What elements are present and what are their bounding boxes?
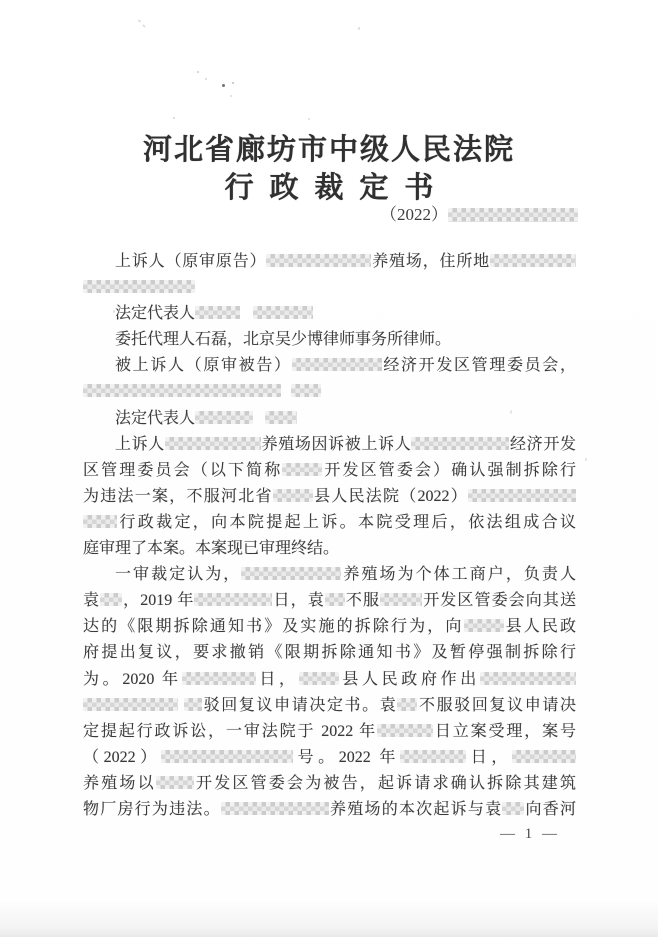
redaction-block: [83, 515, 117, 528]
body-line: [83, 484, 576, 510]
text-segment: 定提起行政诉讼，一审法院于 2022 年: [83, 722, 377, 740]
body-line: [83, 379, 576, 405]
redaction-block: [464, 619, 504, 632]
text-segment: 为违法一案，不服河北省: [83, 487, 273, 505]
spacer: [253, 422, 265, 423]
text-segment: 养殖场的本次起诉与袁: [328, 800, 503, 818]
text-segment: 日立案受理，案号: [432, 722, 576, 740]
redaction-block: [221, 802, 329, 815]
redaction-block: [266, 254, 371, 267]
text-segment: 一审裁定认为，: [115, 566, 242, 584]
body-line: [83, 745, 576, 771]
text-segment: 养殖场，住所地: [371, 253, 490, 270]
text-segment: 县人民政: [503, 618, 576, 636]
page-number: — 1 —: [500, 826, 560, 842]
text-segment: 开发区管委会为被告，起诉请求确认拆除其建筑: [193, 774, 576, 792]
redaction-block: [512, 750, 576, 763]
text-segment: 庭审理了本案。本案现已审理终结。: [83, 540, 340, 558]
scan-speck: [232, 82, 234, 84]
redaction-block: [165, 437, 261, 450]
body-line: [83, 353, 576, 379]
redaction-block: [195, 411, 253, 424]
text-segment: 经济开发区管理委员会，: [381, 357, 576, 375]
redaction-block: [253, 306, 313, 319]
redaction-block: [161, 750, 293, 763]
body-line: [83, 614, 576, 640]
text-segment: 驳回复议申请决定书。袁: [202, 696, 398, 714]
text-segment: 为。2020 年: [83, 670, 182, 688]
body-line: [83, 510, 576, 536]
case-number-line: [380, 200, 578, 225]
body-line: [83, 640, 576, 666]
body-line: [83, 667, 576, 693]
body-line: [83, 458, 576, 484]
redaction-block: [194, 593, 272, 606]
body-line: [83, 249, 576, 275]
text-segment: 法定代表人: [115, 305, 196, 323]
redaction-block: [291, 384, 321, 397]
scan-speck: [142, 24, 146, 28]
text-segment: 不服驳回复议申请决: [417, 696, 576, 714]
body-line: [83, 562, 576, 588]
text-segment: 上诉人（原审原告）: [115, 253, 267, 270]
redaction-block: [273, 489, 313, 502]
text-segment: 达的《限期拆除通知书》及实施的拆除行为，向: [83, 618, 464, 636]
text-segment: 被上诉人（原审被告）: [115, 357, 292, 375]
body-line: [83, 771, 576, 797]
text-segment: 养殖场为个体工商户，负责人: [341, 566, 576, 584]
redaction-block: [411, 437, 509, 450]
redaction-block: [448, 208, 578, 222]
redaction-block: [156, 776, 194, 789]
text-segment: 袁: [83, 592, 101, 610]
text-segment: 县人民法院（2022）: [312, 487, 468, 505]
text-segment: 开发区管委会向其送: [422, 592, 576, 610]
text-segment: 物厂房行为违法。: [83, 800, 221, 818]
case-number-year: （2022）: [380, 205, 448, 224]
redaction-block: [325, 593, 345, 606]
text-segment: 日，: [255, 670, 299, 688]
body-line: [83, 275, 576, 301]
redaction-block: [400, 750, 466, 763]
redaction-block: [380, 593, 422, 606]
redaction-block: [397, 698, 417, 711]
body-text: [83, 249, 576, 823]
redaction-block: [184, 698, 202, 711]
redaction-block: [377, 724, 433, 737]
redaction-block: [83, 698, 178, 711]
redaction-block: [265, 411, 297, 424]
body-line: [83, 719, 576, 745]
text-segment: 上诉人: [115, 435, 165, 453]
scan-speck: [222, 84, 225, 87]
redaction-block: [83, 280, 195, 293]
redaction-block: [502, 802, 524, 815]
body-line: [83, 797, 576, 823]
text-segment: 日，: [466, 748, 512, 766]
scan-speck: [205, 78, 207, 80]
redaction-block: [299, 672, 339, 685]
text-segment: 经济开发: [509, 435, 576, 453]
document-title: 行政裁定书: [224, 172, 450, 204]
text-segment: 行政裁定，向本院提起上诉。本院受理后，依法组成合议: [117, 513, 576, 531]
scan-speck: [308, 118, 310, 120]
text-segment: 县人民政府作出: [338, 670, 480, 688]
redaction-block: [182, 672, 256, 685]
body-line: [83, 693, 576, 719]
redaction-block: [468, 489, 576, 502]
body-line: [83, 588, 576, 614]
scan-speck: [230, 95, 232, 97]
scan-speck: [358, 27, 360, 30]
body-line: [83, 536, 576, 562]
scan-speck: [585, 458, 587, 461]
spacer: [240, 317, 253, 318]
scan-speck: [138, 19, 142, 22]
scan-speck: [173, 117, 175, 119]
text-segment: ，2019 年: [122, 592, 195, 610]
text-segment: 养殖场以: [83, 774, 156, 792]
text-segment: 开发区管委会）确认强制拆除行: [322, 461, 576, 479]
text-segment: 委托代理人石磊，北京吴少博律师事务所律师。: [115, 331, 452, 349]
redaction-block: [480, 672, 576, 685]
redaction-block: [292, 358, 382, 371]
text-segment: 法定代表人: [115, 409, 196, 427]
court-name: 河北省廊坊市中级人民法院: [142, 134, 515, 166]
scan-speck: [197, 71, 199, 73]
text-segment: 区管理委员会（以下简称: [83, 461, 283, 479]
text-segment: 日，袁: [272, 592, 325, 610]
text-segment: 向香河: [524, 800, 576, 818]
text-segment: 不服: [344, 592, 381, 610]
body-line: [83, 327, 576, 353]
spacer: [281, 395, 291, 396]
redaction-block: [282, 463, 322, 476]
body-line: [83, 432, 576, 458]
redaction-block: [490, 254, 576, 267]
text-segment: 府提出复议，要求撤销《限期拆除通知书》及暂停强制拆除行: [83, 644, 576, 662]
text-segment: 号。2022 年: [292, 748, 401, 766]
text-segment: 养殖场因诉被上诉人: [260, 435, 412, 453]
redaction-block: [100, 593, 122, 606]
text-segment: （2022）: [83, 748, 161, 766]
redaction-block: [241, 567, 341, 580]
redaction-block: [195, 306, 240, 319]
body-line: [83, 406, 576, 432]
body-line: [83, 301, 576, 327]
redaction-block: [83, 384, 281, 397]
